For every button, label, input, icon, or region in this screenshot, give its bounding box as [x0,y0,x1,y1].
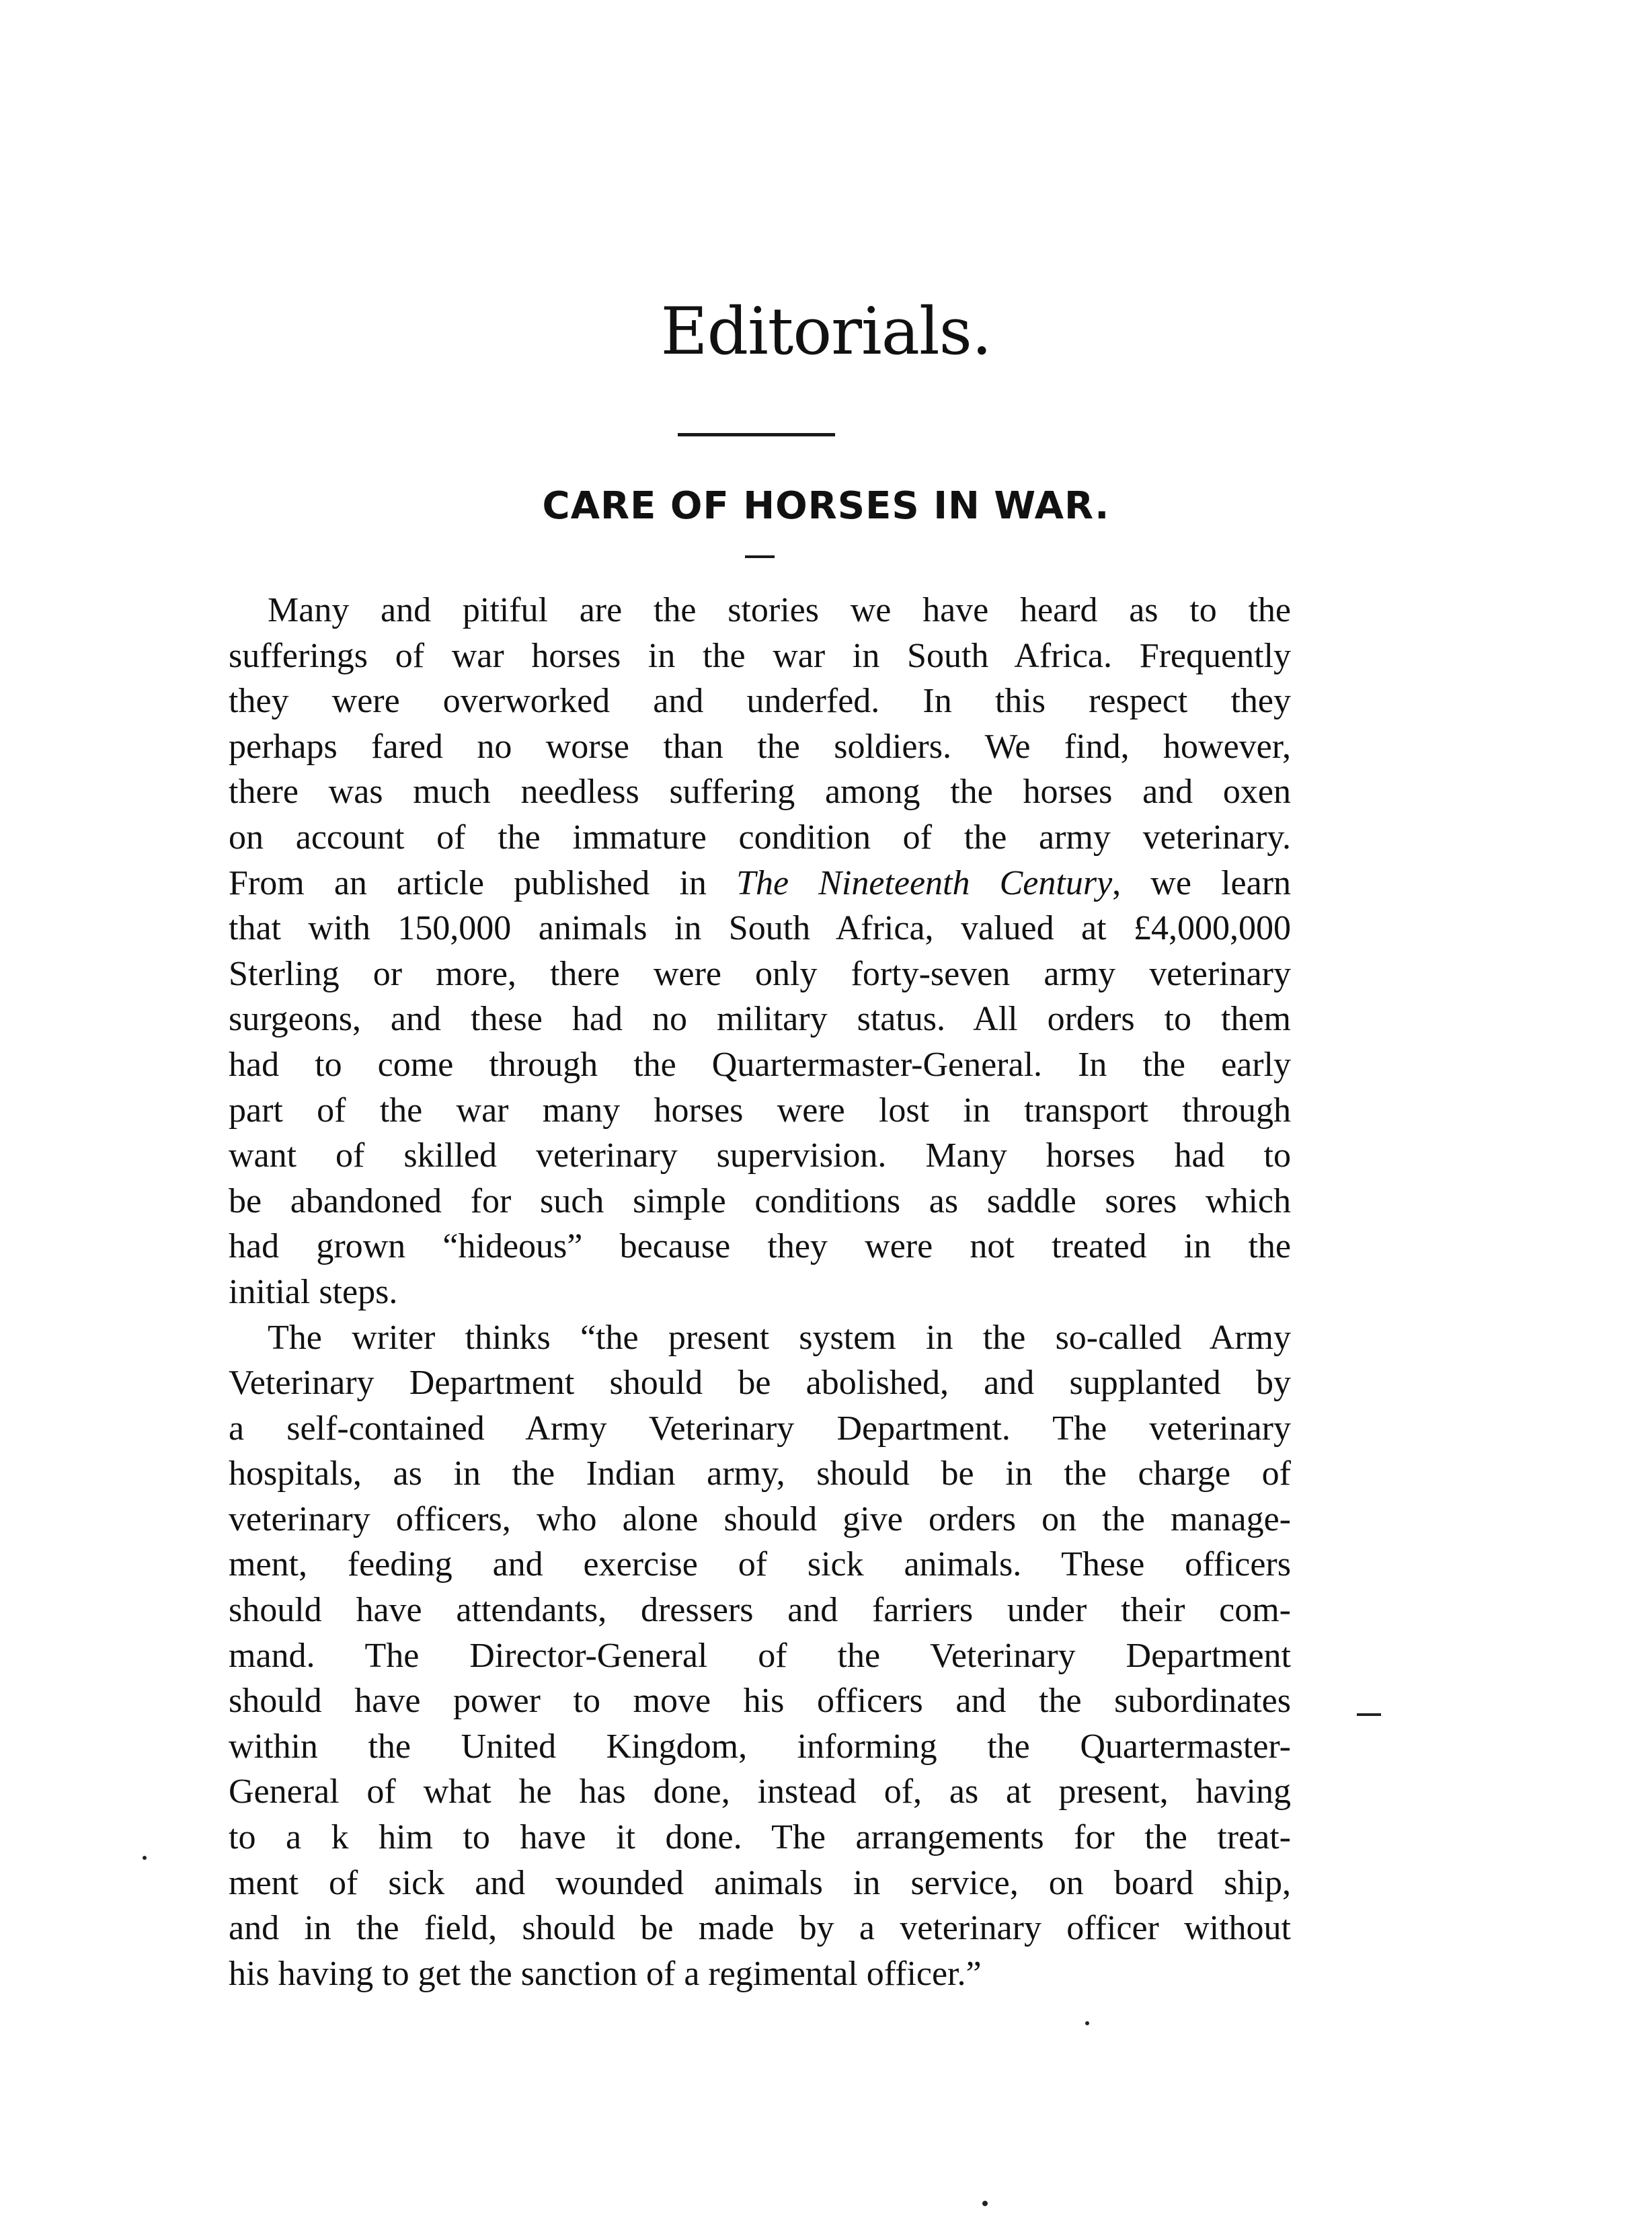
text-line: General of what he has done, instead of, as at present, having [229,1772,1291,1811]
text-line: to a k him to have it done. The arrangements for the treat- [229,1818,1291,1857]
text-line: ment, feeding and exercise of sick animals. These officers [229,1545,1291,1584]
text-line: be abandoned for such simple conditions as saddle sores which [229,1181,1291,1220]
margin-dash [1357,1713,1381,1716]
text-line: Veterinary Department should be abolished, and supplanted by [229,1364,1291,1403]
text-line: ment of sick and wounded animals in service, on board ship, [229,1863,1291,1902]
stray-dot [1085,2021,1089,2025]
text-line: The writer thinks “the present system in the so-called Army [268,1318,1291,1357]
paragraph-1 [229,588,1291,1315]
stray-dot [982,2201,988,2206]
page-heading: Editorials. [660,294,992,369]
stray-dot [143,1856,147,1860]
text-line: Sterling or more, there were only forty-seven army veterinary [229,954,1291,993]
text-line: surgeons, and these had no military status. All orders to them [229,1000,1291,1039]
paragraph-2 [229,1315,1291,1997]
text-line: they were overworked and underfed. In this respect they [229,682,1291,721]
article-body [229,588,1291,1996]
text-line: want of skilled veterinary supervision. Many horses had to [229,1136,1291,1175]
text-line: that with 150,000 animals in South Africa, valued at £4,000,000 [229,909,1291,948]
text-line: his having to get the sanction of a regimental officer.” [229,1954,982,1993]
text-line: on account of the immature condition of the army veterinary. [229,818,1291,857]
text-line: mand. The Director-General of the Veterinary Department [229,1636,1291,1675]
text-line: sufferings of war horses in the war in South Africa. Frequently [229,636,1291,675]
text-line: Many and pitiful are the stories we have heard as to the [268,591,1291,629]
text-line: there was much needless suffering among the horses and oxen [229,773,1291,812]
text-line: should have attendants, dressers and farriers under their com- [229,1591,1291,1630]
text-line: had grown “hideous” because they were not treated in the [229,1227,1291,1266]
text-line: and in the field, should be made by a veterinary officer without [229,1909,1291,1948]
text-line: hospitals, as in the Indian army, should be in the charge of [229,1454,1291,1493]
title-rule [745,555,775,558]
publication-title: The Nineteenth Century [736,863,1113,902]
text-line: veterinary officers, who alone should give orders on the manage- [229,1499,1291,1538]
text-line: a self-contained Army Veterinary Department. The veterinary [229,1409,1291,1448]
article-title: CARE OF HORSES IN WAR. [542,484,1110,528]
text-line: should have power to move his officers and the subordinates [229,1682,1291,1721]
text-line: part of the war many horses were lost in transport through [229,1091,1291,1130]
text-line: had to come through the Quartermaster-General. In the early [229,1045,1291,1084]
text-line: initial steps. [229,1272,398,1311]
text-line: within the United Kingdom, informing the Quartermaster- [229,1727,1291,1766]
text-line: From an article published in The Nineteenth Century, we learn [229,863,1292,902]
heading-rule [678,433,835,436]
text-line: perhaps fared no worse than the soldiers. We find, however, [229,727,1291,766]
